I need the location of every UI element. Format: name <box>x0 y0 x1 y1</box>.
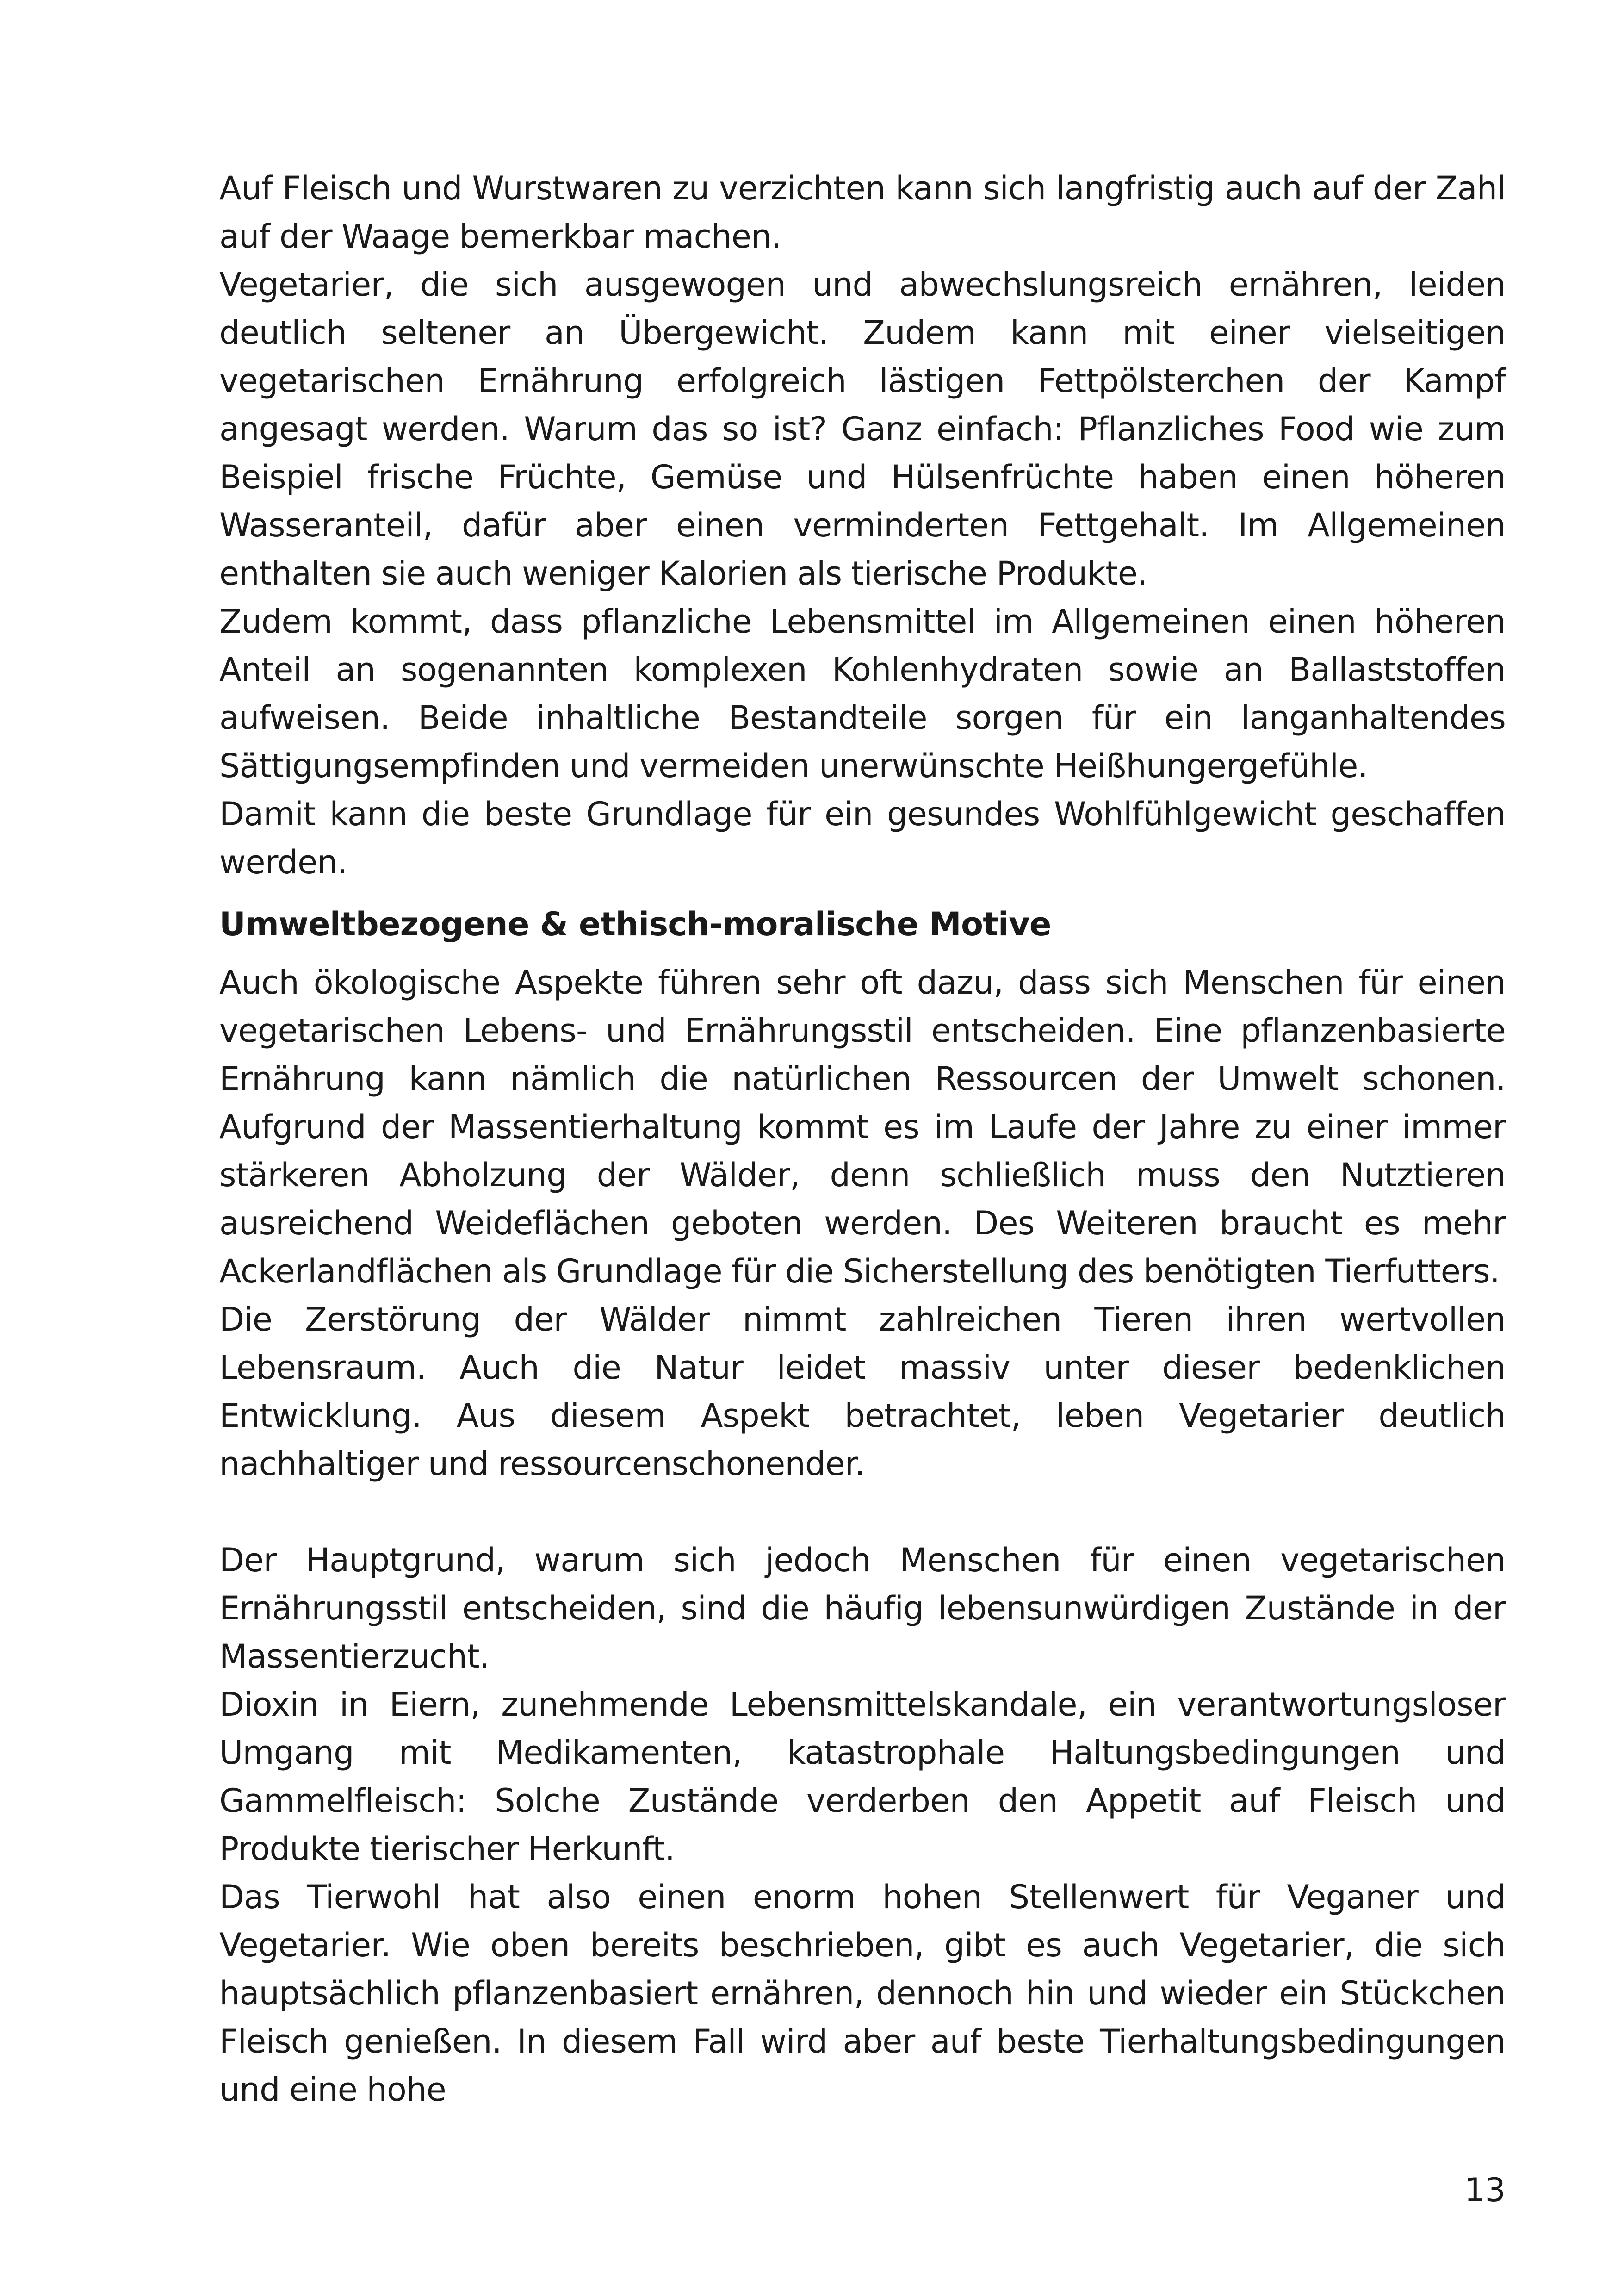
page-number: 13 <box>1464 2171 1506 2209</box>
paragraph: Die Zerstörung der Wälder nimmt zahlreichen Tieren ihren wertvollen Lebensraum. Auch die Natur leidet massiv unter dieser bedenklichen Entwicklung. Aus diesem Aspekt betrachtet, leben Vegetarier deutlich nachhaltiger und ressourcenschonender. <box>219 1300 1506 1483</box>
paragraph: Der Hauptgrund, warum sich jedoch Menschen für einen vegetarischen Ernährungsstil entscheiden, sind die häufig lebensunwürdigen Zustände in der Massentierzucht. <box>219 1541 1506 1675</box>
paragraph: Vegetarier, die sich ausgewogen und abwechslungsreich ernähren, leiden deutlich seltener an Übergewicht. Zudem kann mit einer vielseitigen vegetarischen Ernährung erfolgreich lästigen Fettpölsterchen der Kampf angesagt werden. Warum das so ist? Ganz einfach: Pflanzliches Food wie zum Beispiel frische Früchte, Gemüse und Hülsenfrüchte haben einen höheren Wasseranteil, dafür aber einen verminderten Fettgehalt. Im Allgemeinen enthalten sie auch weniger Kalorien als tierische Produkte. <box>219 266 1506 592</box>
paragraph-gap <box>219 1488 1506 1536</box>
paragraph: Das Tierwohl hat also einen enorm hohen Stellenwert für Veganer und Vegetarier. Wie oben bereits beschrieben, gibt es auch Vegetarier, die sich hauptsächlich pflanzenbasiert ernähren, dennoch hin und wieder ein Stückchen Fleisch genießen. In diesem Fall wird aber auf beste Tierhaltungsbedingungen und eine hohe <box>219 1878 1506 2109</box>
paragraph: Auch ökologische Aspekte führen sehr oft dazu, dass sich Menschen für einen vegetarischen Lebens- und Ernährungsstil entscheiden. Eine pflanzenbasierte Ernährung kann nämlich die natürlichen Ressourcen der Umwelt schonen. Aufgrund der Massentierhaltung kommt es im Laufe der Jahre zu einer immer stärkeren Abholzung der Wälder, denn schließlich muss den Nutztieren ausreichend Weideflächen geboten werden. Des Weiteren braucht es mehr Ackerlandflächen als Grundlage für die Sicherstellung des benötigten Tierfutters. <box>219 964 1506 1290</box>
paragraph: Auf Fleisch und Wurstwaren zu verzichten kann sich langfristig auch auf der Zahl auf der Waage bemerkbar machen. <box>219 169 1506 255</box>
paragraph: Zudem kommt, dass pflanzliche Lebensmittel im Allgemeinen einen höheren Anteil an sogenannten komplexen Kohlenhydraten sowie an Ballaststoffen aufweisen. Beide inhaltliche Bestandteile sorgen für ein langanhaltendes Sättigungsempfinden und vermeiden unerwünschte Heißhungergefühle. <box>219 603 1506 785</box>
paragraph: Dioxin in Eiern, zunehmende Lebensmittelskandale, ein verantwortungsloser Umgang mit Medikamenten, katastrophale Haltungsbedingungen und Gammelfleisch: Solche Zustände verderben den Appetit auf Fleisch und Produkte tierischer Herkunft. <box>219 1686 1506 1868</box>
paragraph: Damit kann die beste Grundlage für ein gesundes Wohlfühlgewicht geschaffen werden. <box>219 795 1506 881</box>
section-heading: Umweltbezogene & ethisch-moralische Motive <box>219 905 1051 943</box>
page-body <box>219 164 1506 2114</box>
